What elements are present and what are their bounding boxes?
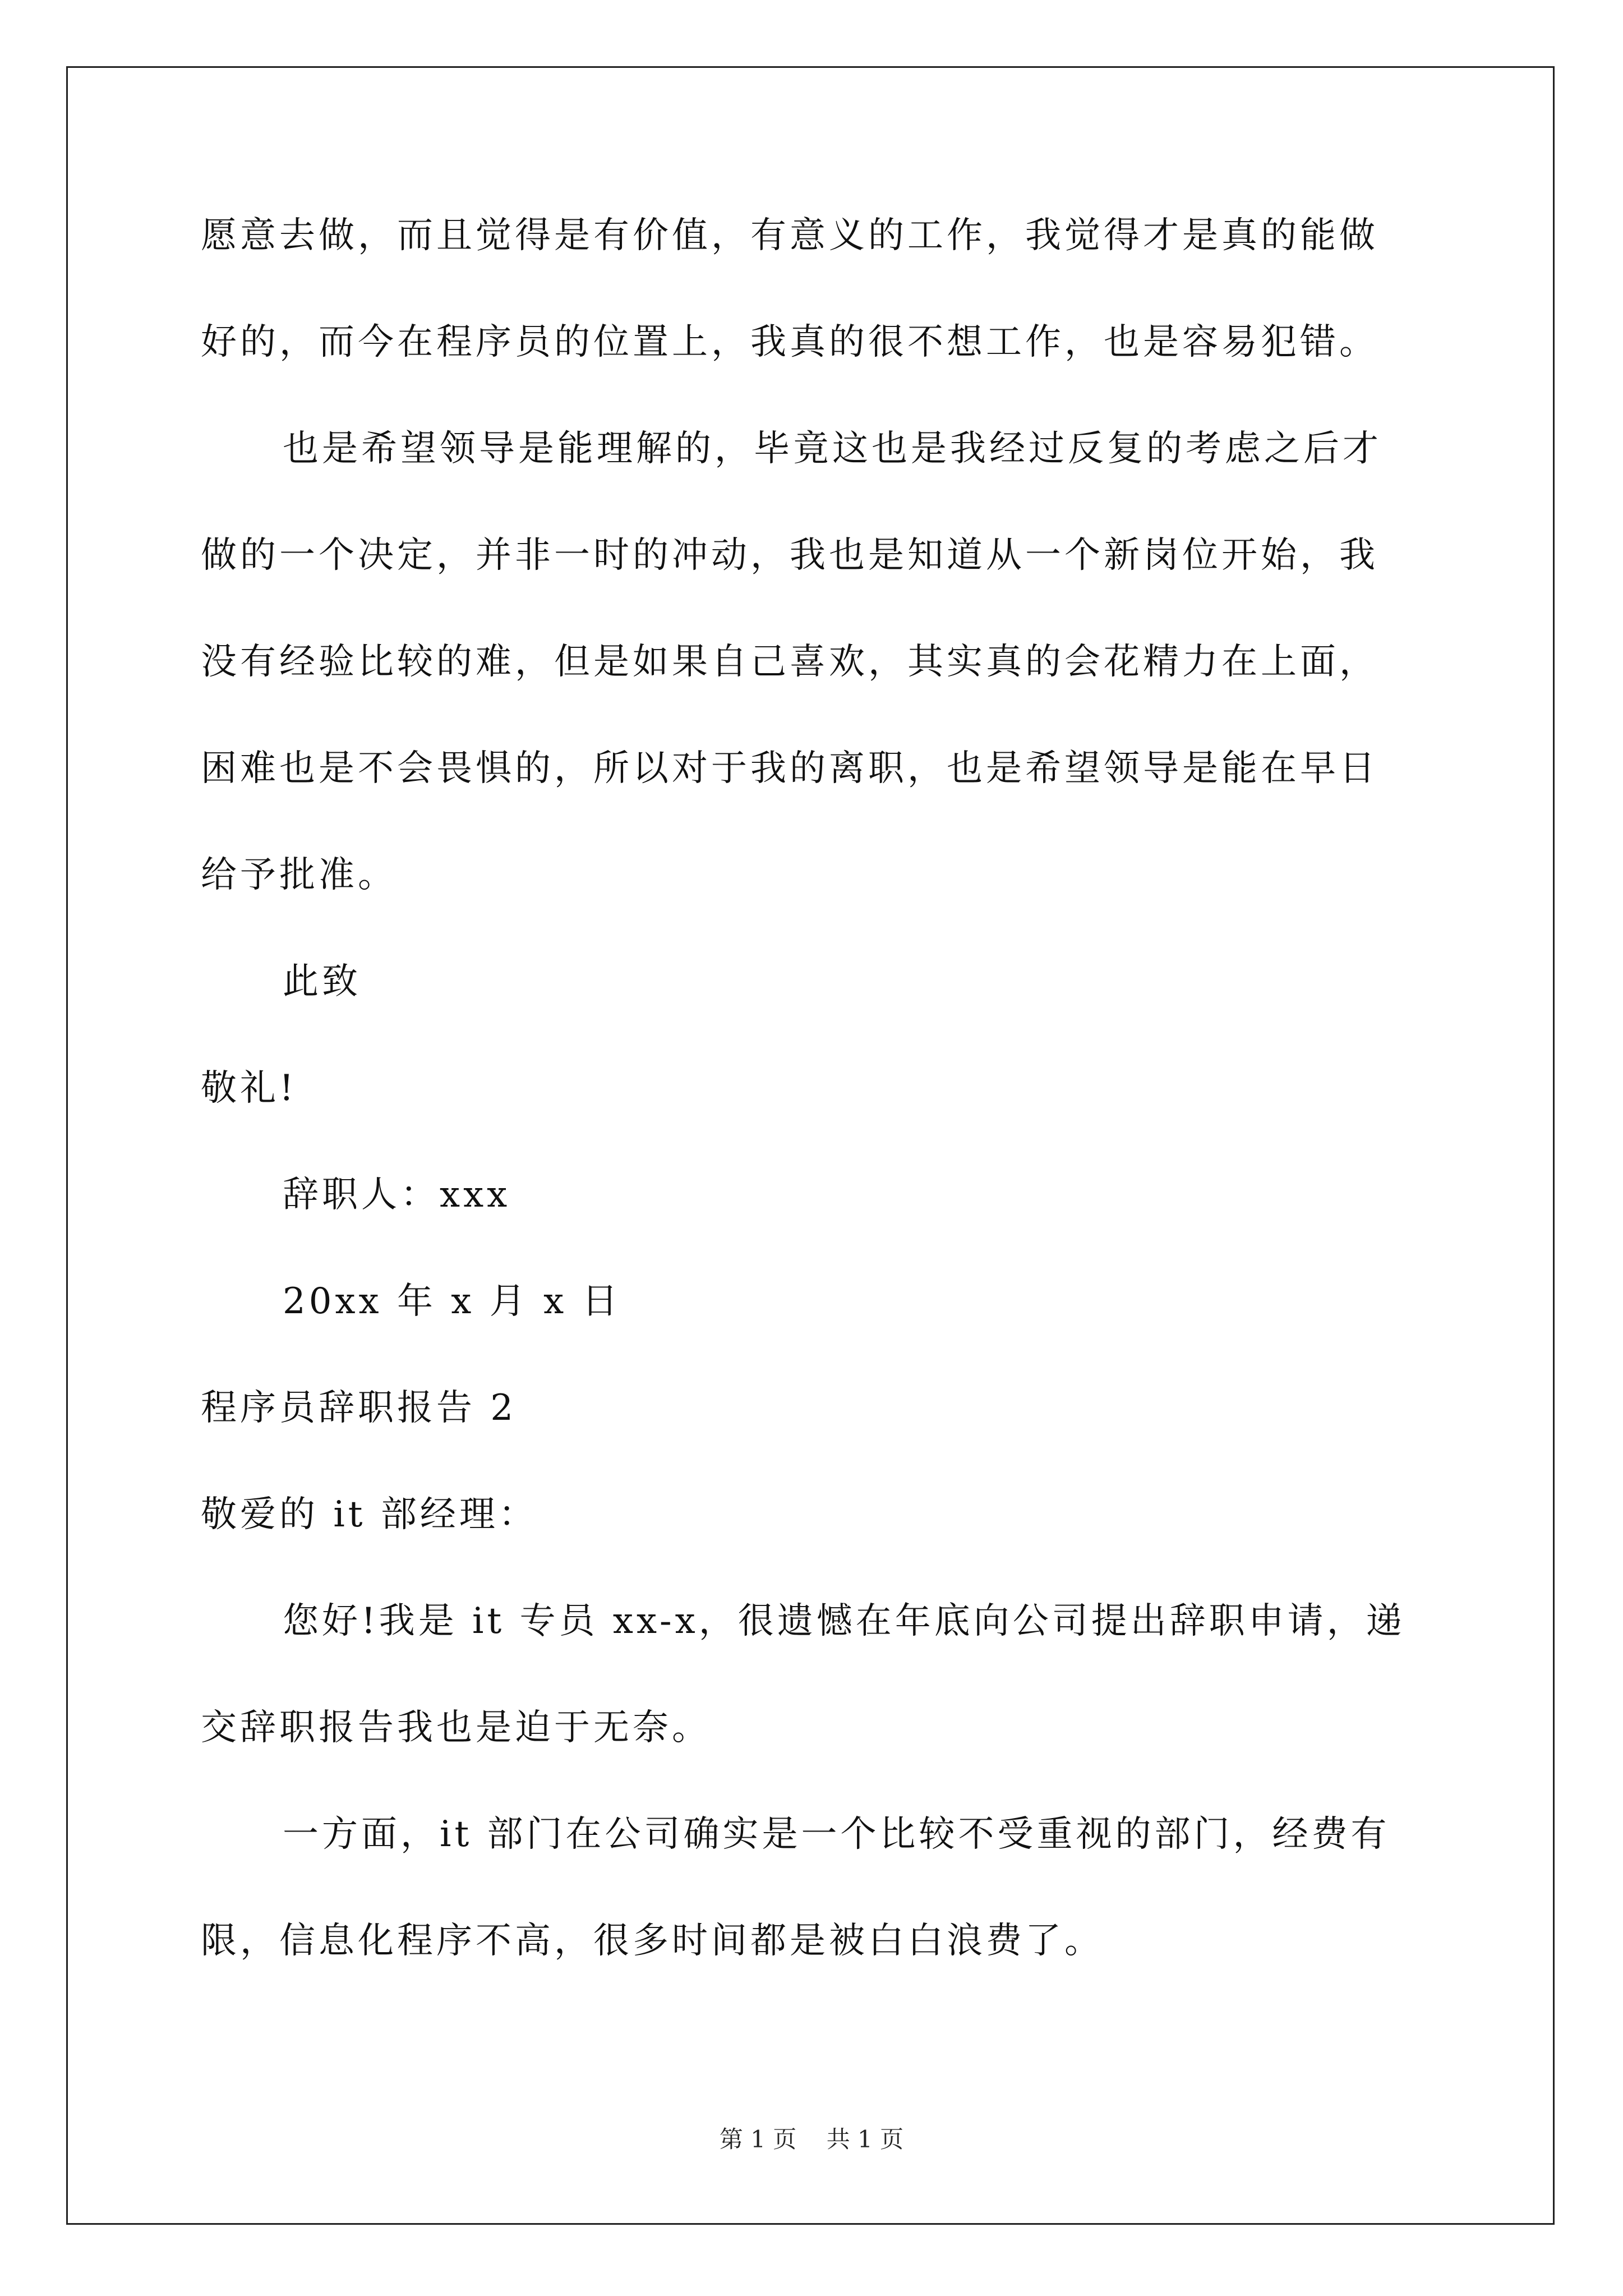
- text-line: 您好!我是 it 专员 xx-x，很遗憾在年底向公司提出辞职申请，递: [283, 1600, 1405, 1642]
- salutation-line: 此致: [283, 961, 361, 1002]
- signature-line: 辞职人：xxx: [283, 1174, 511, 1216]
- text-line: 做的一个决定，并非一时的冲动，我也是知道从一个新岗位开始，我: [201, 535, 1378, 576]
- section-title: 程序员辞职报告 2: [201, 1387, 517, 1429]
- text-line: 一方面，it 部门在公司确实是一个比较不受重视的部门，经费有: [283, 1814, 1390, 1855]
- date-line: 20xx 年 x 月 x 日: [283, 1281, 621, 1322]
- page-frame: [66, 66, 1555, 2225]
- text-line: 愿意去做，而且觉得是有价值，有意义的工作，我觉得才是真的能做: [201, 215, 1378, 256]
- text-line: 交辞职报告我也是迫于无奈。: [201, 1707, 711, 1749]
- text-line: 也是希望领导是能理解的，毕竟这也是我经过反复的考虑之后才: [283, 428, 1382, 470]
- text-line: 给予批准。: [201, 854, 397, 896]
- text-line: 没有经验比较的难，但是如果自己喜欢，其实真的会花精力在上面，: [201, 641, 1378, 683]
- greeting-line: 敬爱的 it 部经理：: [201, 1494, 538, 1535]
- text-line: 困难也是不会畏惧的，所以对于我的离职，也是希望领导是能在早日: [201, 748, 1378, 789]
- text-line: 好的，而今在程序员的位置上，我真的很不想工作，也是容易犯错。: [201, 321, 1378, 363]
- page-footer: 第 1 页 共 1 页: [719, 2125, 904, 2153]
- salutation-line: 敬礼!: [201, 1068, 297, 1109]
- text-line: 限，信息化程序不高，很多时间都是被白白浪费了。: [201, 1920, 1104, 1962]
